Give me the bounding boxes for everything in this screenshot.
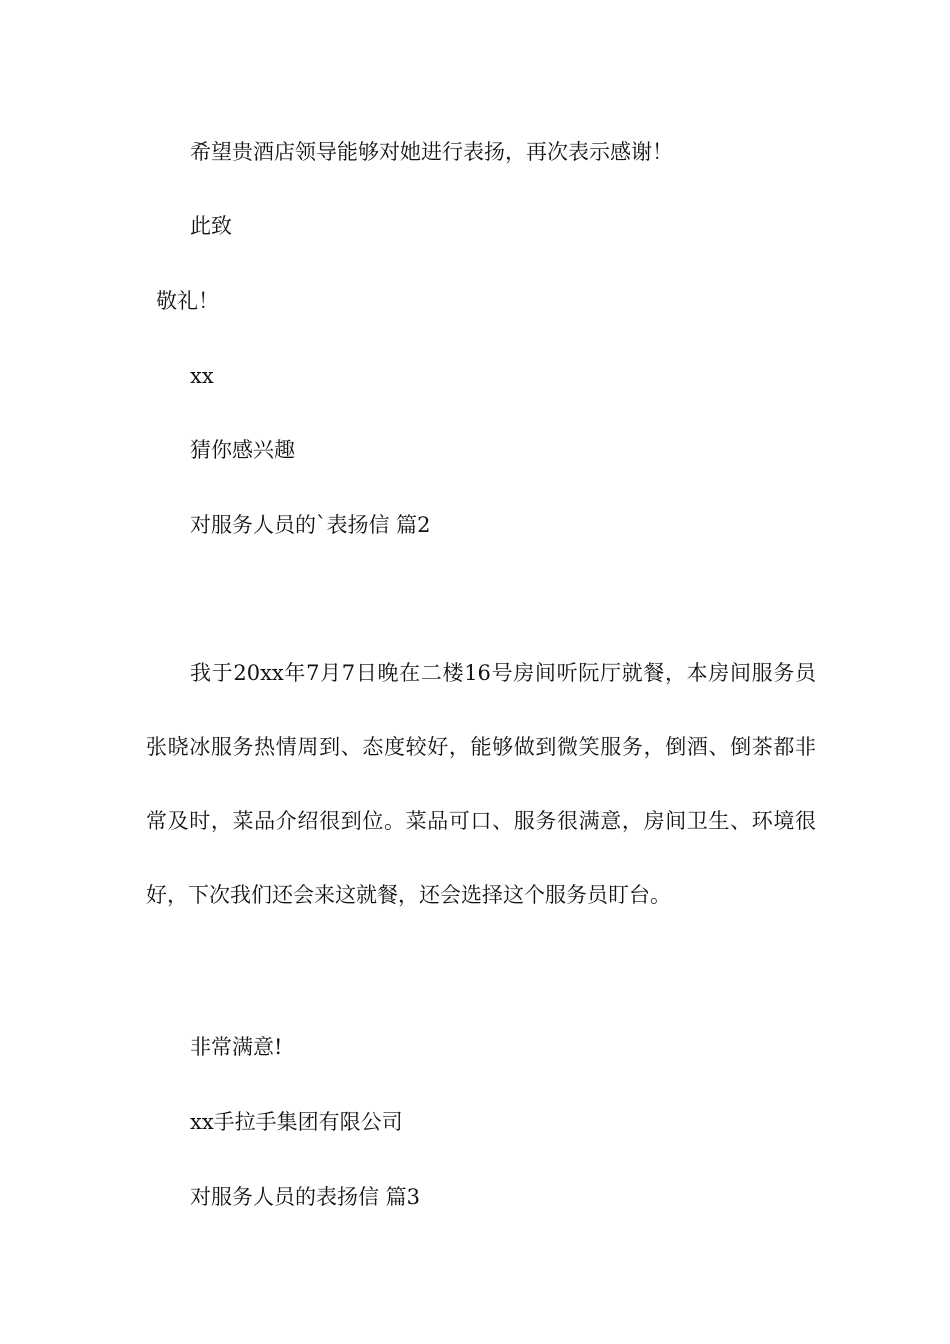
letter1-salutation: 此致 <box>190 214 232 238</box>
letter1-signature: xx <box>190 364 214 388</box>
letter1-closing: 敬礼！ <box>156 289 219 313</box>
interest-label: 猜你感兴趣 <box>190 438 295 462</box>
letter2-title: 对服务人员的`表扬信 篇2 <box>190 513 431 537</box>
letter2-signature: xx手拉手集团有限公司 <box>190 1110 403 1134</box>
letter1-request-line: 希望贵酒店领导能够对她进行表扬，再次表示感谢！ <box>190 140 673 164</box>
letter3-title: 对服务人员的表扬信 篇3 <box>190 1185 421 1209</box>
letter2-remark: 非常满意! <box>190 1035 283 1059</box>
letter2-body: 我于20xx年7月7日晚在二楼16号房间听阮厅就餐，本房间服务员张晓冰服务热情周到、态度较好，能够做到微笑服务，倒酒、倒茶都非常及时，菜品介绍很到位。菜品可口、服务很满意，房间卫生、环境很好，下次我们还会来这就餐，还会选择这个服务员盯台。 <box>146 661 816 907</box>
